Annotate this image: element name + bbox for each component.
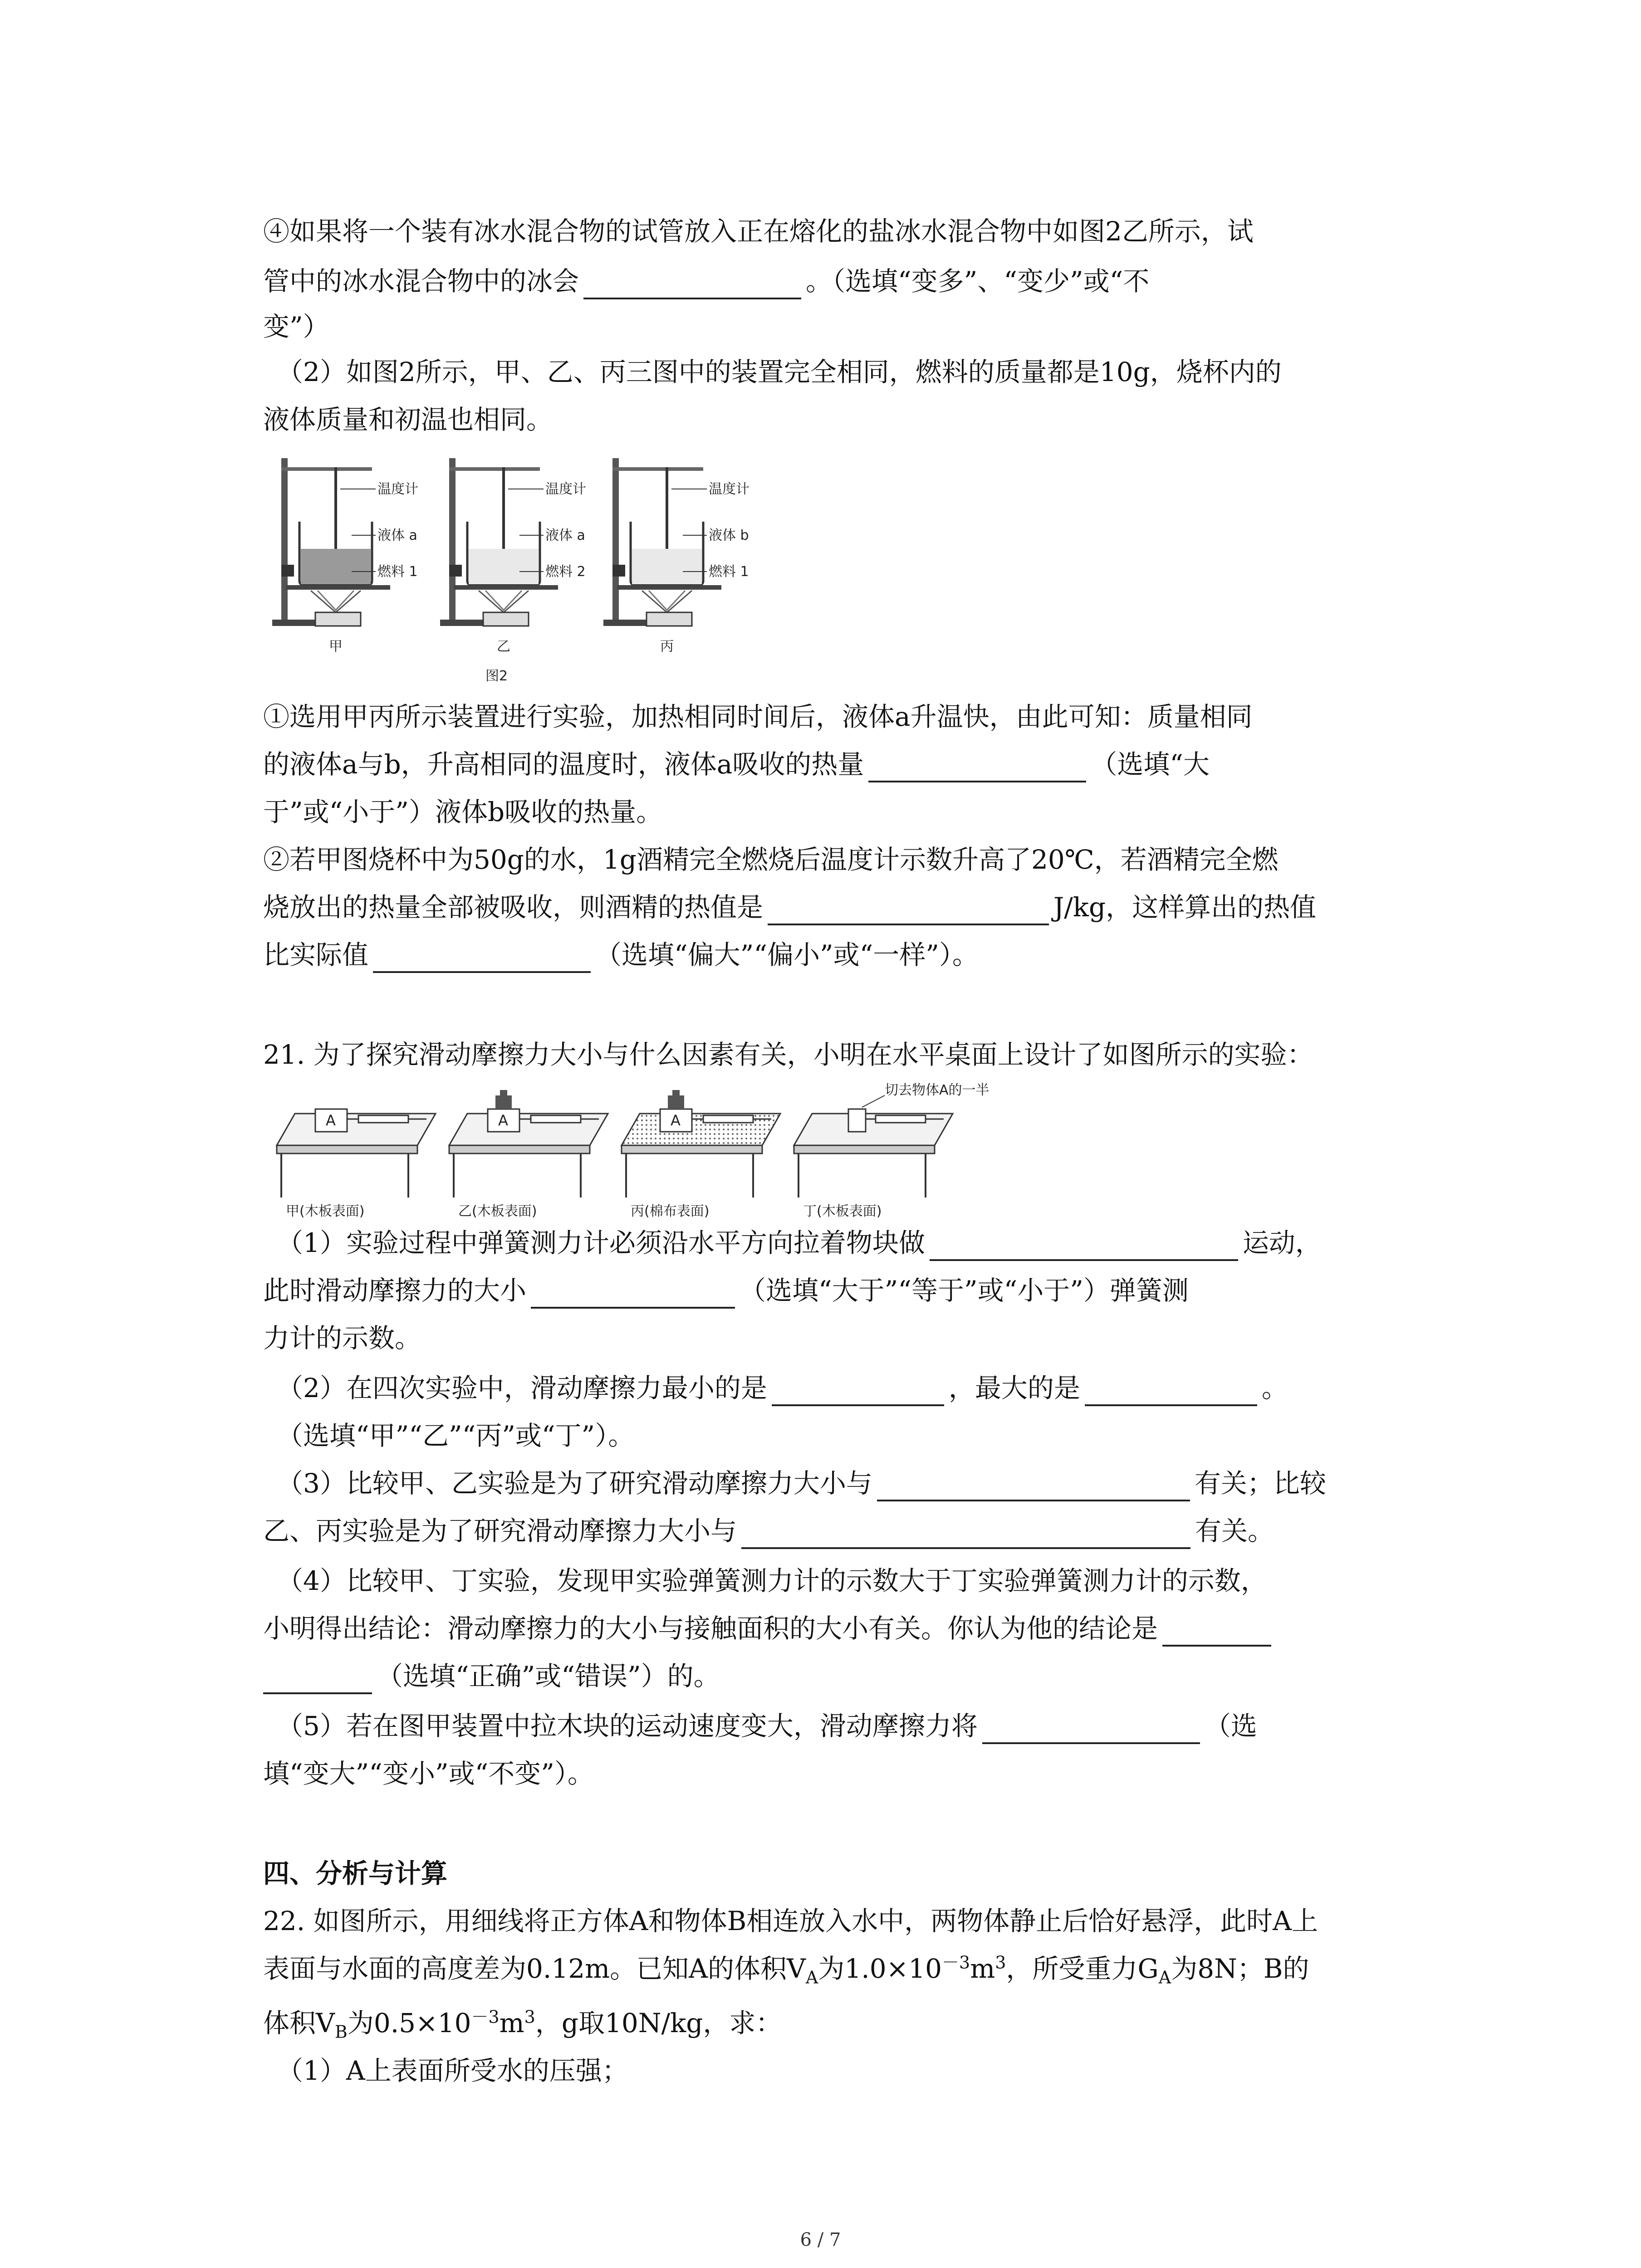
cut-note: 切去物体A的一半 <box>885 1082 989 1098</box>
fig2-panel-label-0: 甲 <box>329 639 343 655</box>
q21-part4-line2: 小明得出结论：滑动摩擦力的大小与接触面积的大小有关。你认为他的结论是 <box>263 1610 1276 1647</box>
answer-blank[interactable] <box>1085 1377 1257 1406</box>
friction-panel-ding <box>794 1082 989 1198</box>
fig2-thermometer-label-0: 温度计 <box>377 481 418 497</box>
answer-blank[interactable] <box>741 1520 1190 1549</box>
q21-part2-line2: （选填“甲”“乙”“丙”或“丁”）。 <box>277 1420 635 1451</box>
q20-sub2-line1: ②若甲图烧杯中为50g的水，1g酒精完全燃烧后温度计示数升高了20℃，若酒精完全燃 <box>263 844 1279 875</box>
fig2-panel-label-1: 乙 <box>497 639 510 655</box>
q20-item4-line3: 变”） <box>263 311 329 342</box>
fig2-panel-label-2: 丙 <box>660 639 674 655</box>
answer-blank[interactable] <box>263 1665 372 1694</box>
q20-sub2-line2: 烧放出的热量全部被吸收，则酒精的热值是 J/kg，这样算出的热值 <box>263 889 1316 925</box>
answer-blank[interactable] <box>930 1232 1238 1261</box>
friction-panel-label-2: 丙(棉布表面) <box>631 1203 710 1219</box>
answer-blank[interactable] <box>583 270 801 299</box>
q21-part1-line3: 力计的示数。 <box>263 1323 421 1354</box>
friction-panel-yi <box>449 1090 608 1198</box>
q21-part3-line1: （3）比较甲、乙实验是为了研究滑动摩擦力大小与 有关；比较 <box>277 1465 1326 1501</box>
friction-panel-bing <box>622 1090 780 1198</box>
fig2-thermometer-label-1: 温度计 <box>545 481 586 497</box>
q21-part5-line2: 填“变大”“变小”或“不变”）。 <box>263 1758 594 1789</box>
fig2-fuel-label-1: 燃料 2 <box>545 564 586 580</box>
page-number: 6 / 7 <box>800 2229 841 2250</box>
section-heading: 四、分析与计算 <box>263 1858 448 1889</box>
figure-friction-experiments <box>277 1082 989 1222</box>
friction-panel-jia <box>277 1109 436 1198</box>
q21-part1-line2: 此时滑动摩擦力的大小 （选填“大于”“等于”或“小于”）弹簧测 <box>263 1272 1189 1309</box>
q22-line1: 22. 如图所示，用细线将正方体A和物体B相连放入水中，两物体静止后恰好悬浮，此时A上 <box>263 1906 1318 1936</box>
friction-panel-label-1: 乙(木板表面) <box>458 1203 537 1219</box>
q22-line2: 表面与水面的高度差为0.12m。已知A的体积$V_A$为$1.0\times 10^{-3}m^3$，所受重力$G_A$为8N；B的 <box>263 1952 1309 1988</box>
q21-part4-line3: （选填“正确”或“错误”）的。 <box>263 1658 720 1694</box>
q22-part1: （1）A上表面所受水的压强； <box>277 2055 628 2086</box>
q21-part4-line1: （4）比较甲、丁实验，发现甲实验弹簧测力计的示数大于丁实验弹簧测力计的示数， <box>277 1565 1267 1596</box>
block-label-jia: A <box>326 1112 336 1129</box>
apparatus-bing <box>603 458 721 626</box>
answer-blank[interactable] <box>877 1472 1190 1501</box>
q20-item4-line1: ④如果将一个装有冰水混合物的试管放入正在熔化的盐冰水混合物中如图2乙所示，试 <box>263 216 1254 247</box>
answer-blank[interactable] <box>982 1715 1200 1744</box>
figure-2-heating-apparatus <box>272 449 771 703</box>
apparatus-yi <box>440 458 558 626</box>
q20-part2-line1: （2）如图2所示，甲、乙、丙三图中的装置完全相同，燃料的质量都是10g，烧杯内的 <box>277 357 1282 387</box>
q21-part5-line1: （5）若在图甲装置中拉木块的运动速度变大，滑动摩擦力将 （选 <box>277 1708 1257 1744</box>
q20-sub2-line3: 比实际值 （选填“偏大”“偏小”或“一样”）。 <box>263 937 979 973</box>
apparatus-jia <box>272 458 390 626</box>
q21-part1-line1: （1）实验过程中弹簧测力计必须沿水平方向拉着物块做 运动， <box>277 1225 1322 1261</box>
q20-item4-line2: 管中的冰水混合物中的冰会 。（选填“变多”、“变少”或“不 <box>263 263 1149 299</box>
fig2-liquid-label-2: 液体 b <box>709 528 749 543</box>
fig2-caption: 图2 <box>485 668 508 684</box>
block-label-yi: A <box>498 1112 508 1129</box>
fig2-thermometer-label-2: 温度计 <box>709 481 749 497</box>
friction-panel-label-3: 丁(木板表面) <box>803 1203 882 1219</box>
q21-part3-line2: 乙、丙实验是为了研究滑动摩擦力大小与 有关。 <box>263 1513 1274 1549</box>
answer-blank[interactable] <box>1162 1618 1271 1647</box>
q22-line3: 体积$V_B$为$0.5\times 10^{-3}m^3$，g取10N/kg，求： <box>263 2007 782 2042</box>
q20-sub1-line1: ①选用甲丙所示装置进行实验，加热相同时间后，液体a升温快，由此可知：质量相同 <box>263 701 1253 732</box>
block-label-bing: A <box>671 1112 681 1129</box>
q20-sub1-line2: 的液体a与b，升高相同的温度时，液体a吸收的热量 （选填“大 <box>263 746 1210 782</box>
fig2-liquid-label-1: 液体 a <box>545 528 585 543</box>
friction-panel-label-0: 甲(木板表面) <box>286 1203 365 1219</box>
answer-blank[interactable] <box>768 896 1049 925</box>
answer-blank[interactable] <box>531 1280 735 1309</box>
q21-stem: 21. 为了探究滑动摩擦力大小与什么因素有关，小明在水平桌面上设计了如图所示的实验： <box>263 1039 1313 1070</box>
answer-blank[interactable] <box>868 753 1086 782</box>
fig2-liquid-label-0: 液体 a <box>377 528 417 543</box>
q20-sub1-line3: 于”或“小于”）液体b吸收的热量。 <box>263 797 663 827</box>
q20-part2-line2: 液体质量和初温也相同。 <box>263 404 553 435</box>
fig2-fuel-label-0: 燃料 1 <box>377 564 418 580</box>
answer-blank[interactable] <box>373 944 591 973</box>
fig2-fuel-label-2: 燃料 1 <box>709 564 749 580</box>
q21-part2-line1: （2）在四次实验中，滑动摩擦力最小的是 ，最大的是 。 <box>277 1370 1288 1406</box>
answer-blank[interactable] <box>772 1377 944 1406</box>
